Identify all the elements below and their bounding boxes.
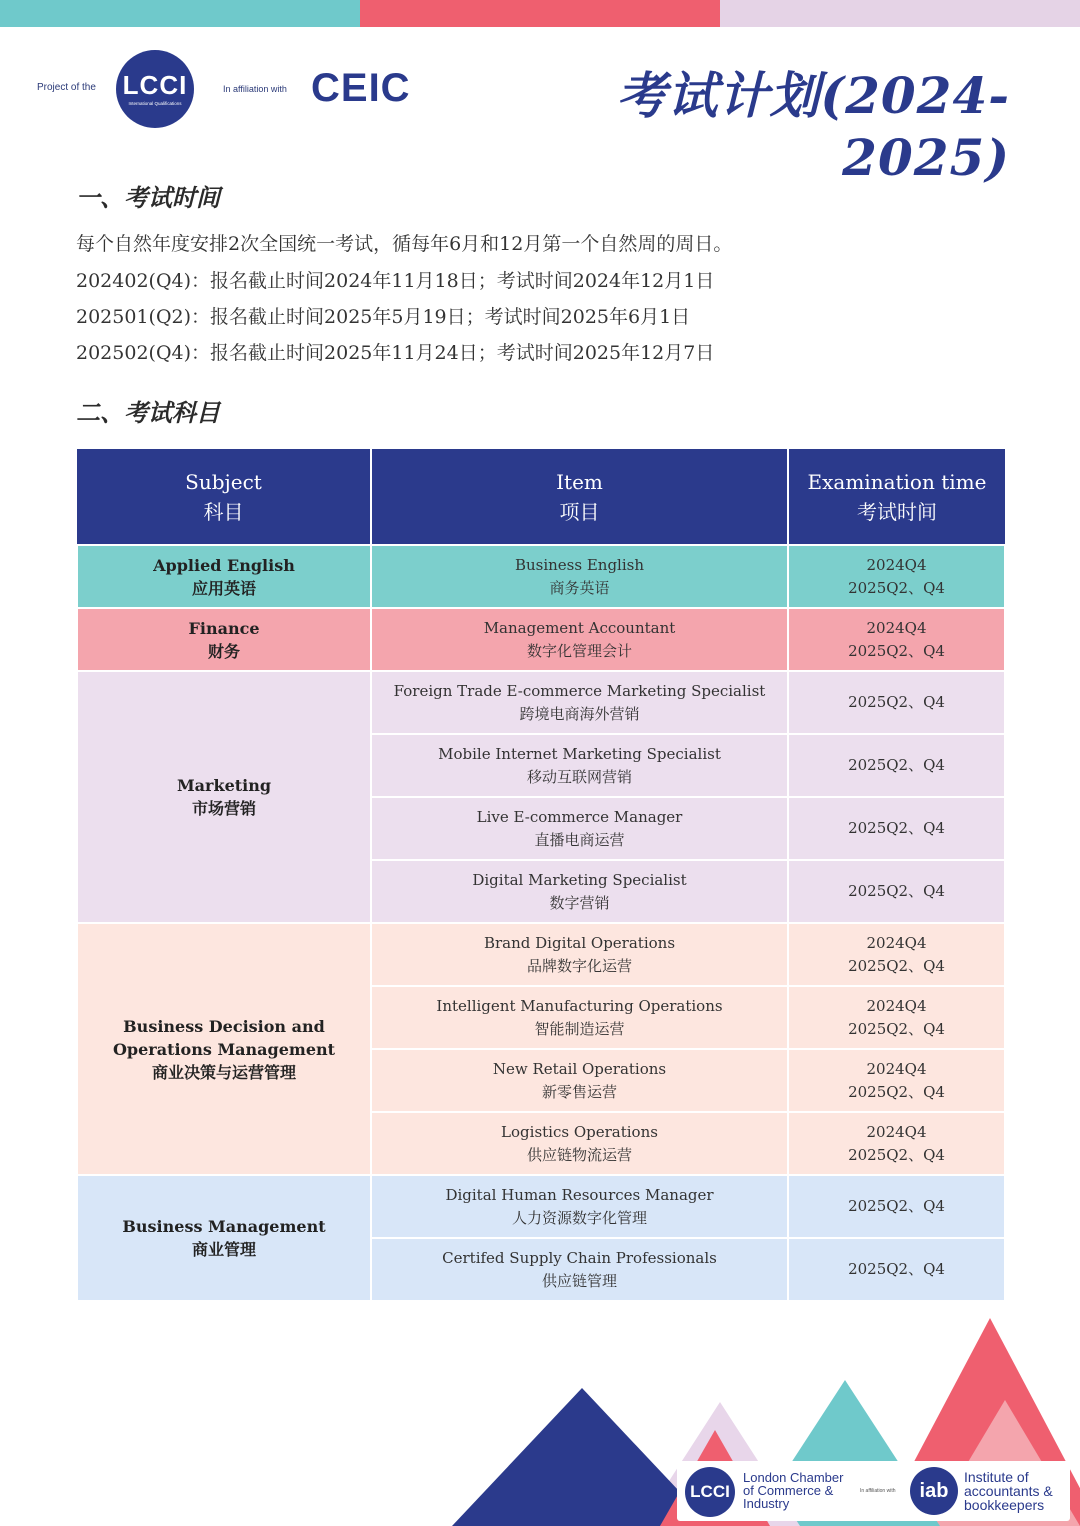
- exam-time-line-3: 202501(Q2)：报名截止时间2025年5月19日；考试时间2025年6月1日: [76, 306, 691, 328]
- exam-time-line-4: 202502(Q4)：报名截止时间2025年11月24日；考试时间2025年12月7日: [76, 342, 715, 364]
- table-row: [77, 671, 1005, 734]
- footer-logos: [677, 1461, 1070, 1521]
- lcci-logo: [116, 50, 194, 128]
- exam-time-line-1: 每个自然年度安排2次全国统一考试，循每年6月和12月第一个自然周的周日。: [76, 233, 733, 255]
- item-cell: Foreign Trade E-commerce Marketing Specialist 跨境电商海外营销: [371, 671, 788, 734]
- ceic-logo: CEIC: [311, 66, 411, 110]
- exam-subjects-table: [76, 449, 1006, 1302]
- table-row: [77, 1175, 1005, 1238]
- time-cell: 2025Q2、Q4: [788, 797, 1005, 860]
- subject-cell: Marketing 市场营销: [77, 671, 371, 923]
- item-cell: Live E-commerce Manager 直播电商运营: [371, 797, 788, 860]
- time-cell: 2025Q2、Q4: [788, 1175, 1005, 1238]
- top-bar-teal: [0, 0, 360, 27]
- item-cell: Digital Human Resources Manager 人力资源数字化管理: [371, 1175, 788, 1238]
- time-cell: 2025Q2、Q4: [788, 671, 1005, 734]
- item-cell: Intelligent Manufacturing Operations 智能制造运营: [371, 986, 788, 1049]
- time-cell: 2025Q2、Q4: [788, 860, 1005, 923]
- lcci-logo-subtext: International Qualifications: [128, 101, 182, 106]
- top-color-bar: [0, 0, 1080, 27]
- header-item: Item 项目: [371, 449, 788, 545]
- lcci-logo-text: LCCI: [122, 70, 188, 100]
- footer-affiliation-label: In affiliation with: [860, 1488, 896, 1494]
- footer-lcci-logo: LCCI: [685, 1467, 735, 1517]
- footer-iab-logo: iab: [910, 1467, 958, 1515]
- time-cell: 2024Q4 2025Q2、Q4: [788, 986, 1005, 1049]
- page-header: [0, 48, 1080, 187]
- time-cell: 2025Q2、Q4: [788, 1238, 1005, 1301]
- item-cell: Logistics Operations 供应链物流运营: [371, 1112, 788, 1175]
- item-cell: Mobile Internet Marketing Specialist 移动互联网营销: [371, 734, 788, 797]
- item-cell: Brand Digital Operations 品牌数字化运营: [371, 923, 788, 986]
- affiliation-label: In affiliation with: [223, 84, 287, 94]
- subject-cell: Finance 财务: [77, 608, 371, 671]
- header-subject: Subject 科目: [77, 449, 371, 545]
- subject-cell: Business Management 商业管理: [77, 1175, 371, 1301]
- page-title: 考试计划(2024-2025): [616, 66, 1010, 187]
- exam-time-line-2: 202402(Q4)：报名截止时间2024年11月18日；考试时间2024年12月1日: [76, 270, 715, 292]
- section-heading-subjects: 二、考试科目: [76, 399, 220, 427]
- time-cell: 2024Q4 2025Q2、Q4: [788, 923, 1005, 986]
- table-header-row: [77, 449, 1005, 545]
- footer-iab-name: Institute of accountants & bookkeepers: [964, 1469, 1053, 1513]
- subject-cell: Business Decision and Operations Management 商业决策与运营管理: [77, 923, 371, 1175]
- top-bar-coral: [360, 0, 720, 27]
- table-row: [77, 608, 1005, 671]
- table-row: [77, 923, 1005, 986]
- section-heading-exam-time: 一、考试时间: [76, 184, 220, 212]
- item-cell: Business English 商务英语: [371, 545, 788, 608]
- subject-cell: Applied English 应用英语: [77, 545, 371, 608]
- time-cell: 2024Q4 2025Q2、Q4: [788, 608, 1005, 671]
- time-cell: 2024Q4 2025Q2、Q4: [788, 545, 1005, 608]
- item-cell: Digital Marketing Specialist 数字营销: [371, 860, 788, 923]
- table-row: [77, 545, 1005, 608]
- header-exam-time: Examination time 考试时间: [788, 449, 1005, 545]
- item-cell: Management Accountant 数字化管理会计: [371, 608, 788, 671]
- footer-lcci-name: London Chamber of Commerce & Industry: [743, 1470, 844, 1511]
- item-cell: New Retail Operations 新零售运营: [371, 1049, 788, 1112]
- time-cell: 2025Q2、Q4: [788, 734, 1005, 797]
- item-cell: Certifed Supply Chain Professionals 供应链管理: [371, 1238, 788, 1301]
- time-cell: 2024Q4 2025Q2、Q4: [788, 1112, 1005, 1175]
- project-label: Project of the: [37, 82, 96, 93]
- time-cell: 2024Q4 2025Q2、Q4: [788, 1049, 1005, 1112]
- top-bar-lavender: [720, 0, 1080, 27]
